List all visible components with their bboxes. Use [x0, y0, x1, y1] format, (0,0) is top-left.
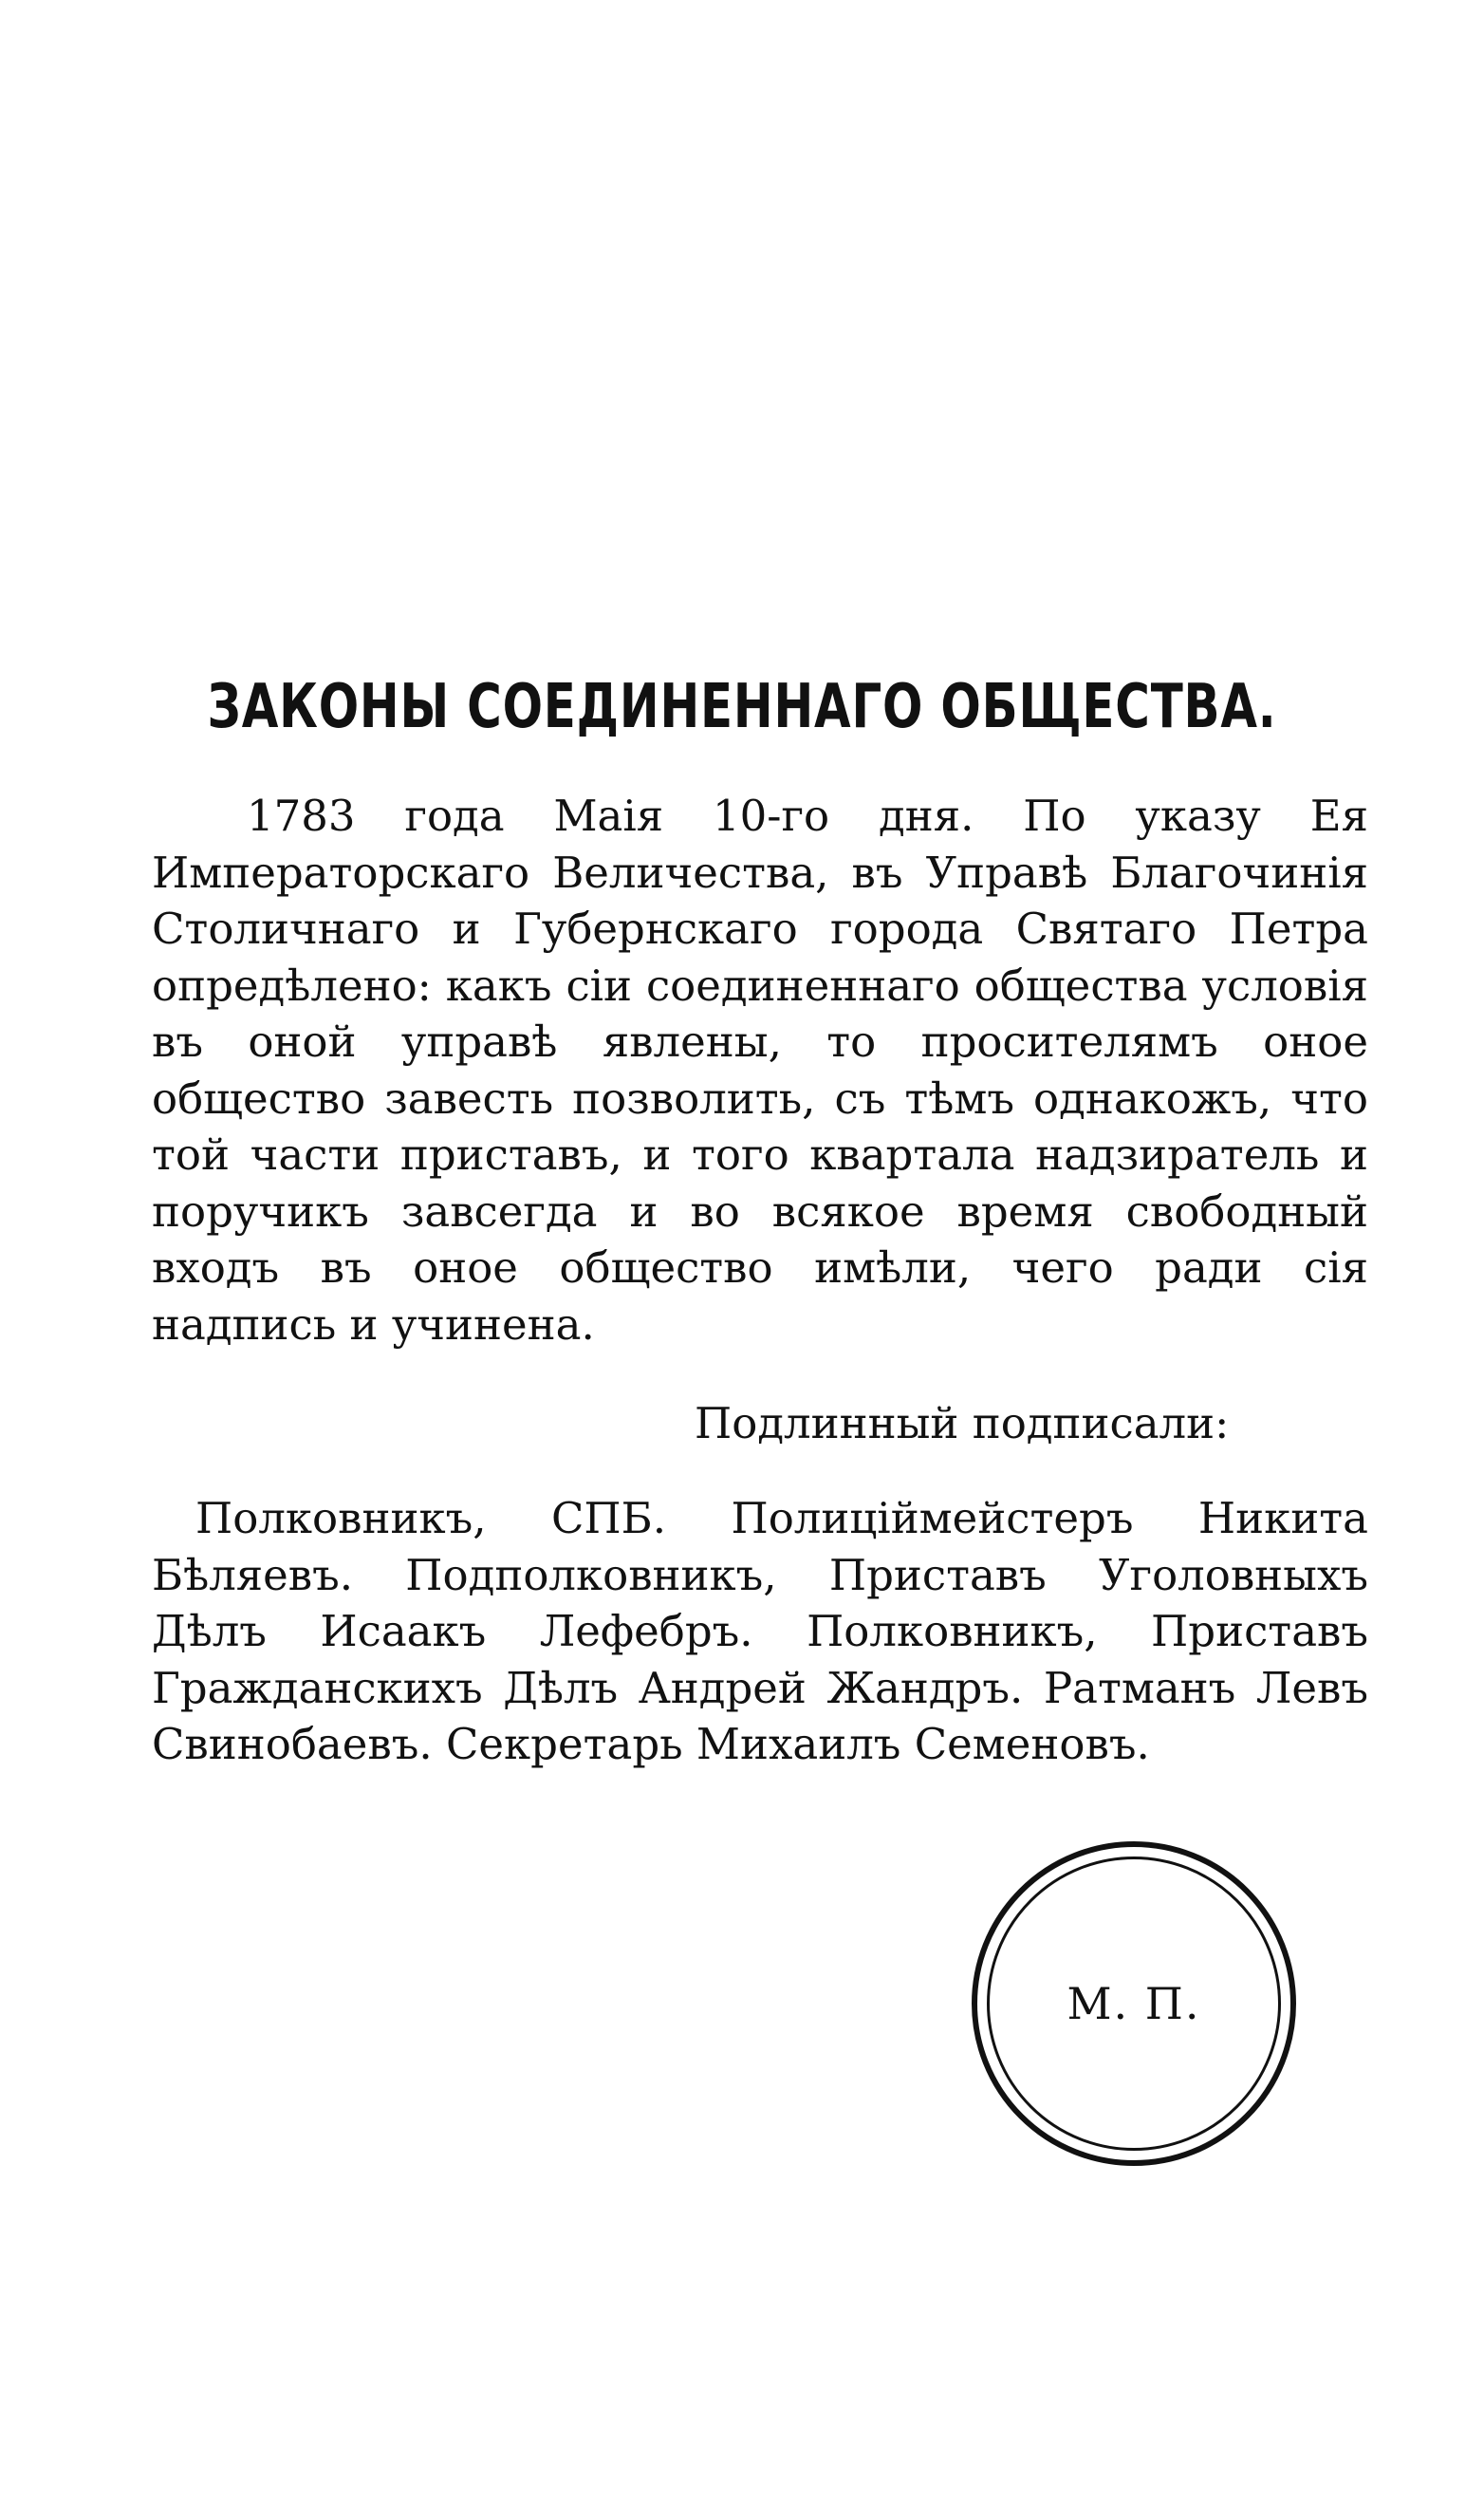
- signatures-heading: Подлинный подписали:: [695, 1398, 1230, 1448]
- seal-stamp: [972, 1841, 1296, 2166]
- seal-text: М. П.: [1067, 1978, 1201, 2029]
- page-title: ЗАКОНЫ СОЕДИНЕННАГО ОБЩЕСТВА.: [207, 672, 1277, 742]
- signatories-paragraph: Полковникъ, СПБ. Полиціймейстеръ Никита Бѣляевъ. Подполковникъ, Приставъ Уголовныхъ Дѣлъ Исаакъ Лефебръ. Полковникъ, Приставъ Гражданскихъ Дѣлъ Андрей Жандръ. Ратманъ Левъ Свинобаевъ. Секретарь Михаилъ Семеновъ.: [152, 1493, 1368, 1769]
- decree-paragraph: 1783 года Маія 10-го дня. По указу Ея Императорскаго Величества, въ Управѣ Благочинія Столичнаго и Губернскаго города Святаго Петра опредѣлено: какъ сіи соединеннаго общества условія въ оной управѣ явлены, то просителямъ оное общество завесть позволить, съ тѣмъ однакожъ, что той части приставъ, и того квартала надзиратель и поручикъ завсегда и во всякое время свободный входъ въ оное общество имѣли, чего ради сія надпись и учинена.: [152, 791, 1368, 1350]
